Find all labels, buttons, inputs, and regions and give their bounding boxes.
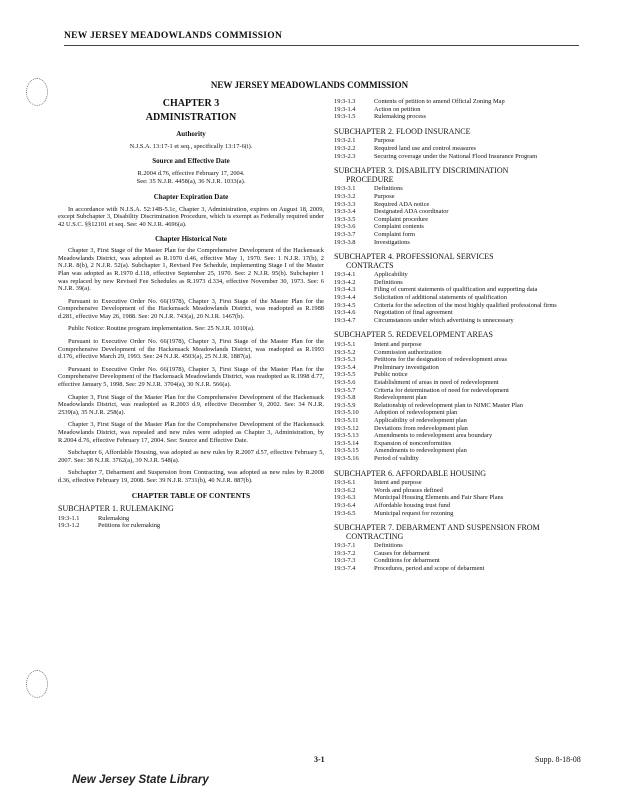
section-title: Securing coverage under the National Flood Insurance Program	[374, 152, 538, 160]
section-number: 19:3-5.8	[334, 394, 356, 402]
toc-left-items	[58, 515, 324, 530]
section-title: Rulemaking process	[374, 113, 427, 121]
authority-text: N.J.S.A. 13:17-1 et seq., specifically 13:17-6(i).	[129, 142, 253, 150]
toc-entry	[334, 201, 592, 209]
history-paragraph: Chapter 3, First Stage of the Master Plan for the Comprehensive Development of the Hackensack Meadowlands District, was repealed and new rules were adopted as Chapter 3, Administration, by R.2004 d.76, effective February 17, 2004. See: Source and Effective Date.	[58, 421, 324, 444]
section-number: 19:3-7.3	[334, 557, 356, 565]
toc-entry	[334, 341, 592, 349]
section-title: Applicability of redevelopment plan	[374, 416, 467, 424]
chapter-number: CHAPTER 3	[162, 98, 220, 109]
section-number: 19:3-5.14	[334, 439, 359, 447]
toc-entry	[334, 106, 592, 114]
authority-heading: Authority	[176, 130, 206, 139]
running-head: NEW JERSEY MEADOWLANDS COMMISSION	[64, 31, 283, 41]
section-title: Municipal request for rezoning	[374, 509, 454, 517]
toc-entry	[334, 447, 592, 455]
right-column	[334, 98, 592, 573]
section-title: Amendments to redevelopment plan	[374, 447, 467, 455]
section-number: 19:3-4.1	[334, 271, 356, 279]
section-title: Preliminary investigation	[374, 363, 439, 371]
toc-entry	[334, 432, 592, 440]
section-number: 19:3-4.2	[334, 278, 356, 286]
toc-entry	[334, 317, 592, 325]
toc-entry	[334, 98, 592, 106]
section-number: 19:3-4.3	[334, 286, 356, 294]
section-number: 19:3-5.15	[334, 447, 359, 455]
section-number: 19:3-2.3	[334, 152, 356, 160]
toc-right-top-items	[334, 98, 592, 121]
section-title: Redevelopment plan	[374, 394, 427, 402]
toc-entry	[334, 137, 592, 145]
section-title: Criteria for the selection of the most highly qualified professional firms	[374, 301, 557, 309]
subchapter-title-continued: CONTRACTS	[346, 260, 394, 270]
header-rule	[64, 45, 579, 46]
toc-entry	[334, 208, 592, 216]
section-title: Solicitation of additional statements of qualification	[374, 294, 507, 302]
toc-entry	[334, 387, 592, 395]
subchapter-group	[334, 331, 592, 462]
subchapter-title: SUBCHAPTER 3. DISABILITY DISCRIMINATION	[334, 166, 509, 176]
subchapter-group	[334, 253, 592, 324]
expiration-heading: Chapter Expiration Date	[153, 193, 229, 202]
toc-entry	[334, 302, 592, 310]
source-line: See: 35 N.J.R. 4458(a), 36 N.J.R. 1033(a).	[136, 177, 246, 185]
toc-entry	[334, 153, 592, 161]
section-title: Required ADA notice	[374, 200, 430, 208]
section-title: Contents of petition to amend Official Zoning Map	[374, 98, 505, 105]
toc-entry	[334, 557, 592, 565]
section-number: 19:3-5.16	[334, 454, 359, 462]
section-title: Complaint contents	[374, 223, 424, 231]
section-title: Petitions for rulemaking	[98, 522, 161, 530]
punch-hole-bottom	[26, 670, 48, 698]
section-number: 19:3-4.5	[334, 301, 356, 309]
history-paragraph: Subchapter 6, Affordable Housing, was adopted as new rules by R.2007 d.57, effective February 5, 2007. See: 38 N.J.R. 3762(a), 39 N.J.R. 548(a).	[58, 449, 324, 464]
section-number: 19:3-5.3	[334, 356, 356, 364]
toc-entry	[334, 440, 592, 448]
section-title: Criteria for determination of need for redevelopment	[374, 386, 509, 394]
section-title: Procedures, period and scope of debarment	[374, 565, 485, 573]
subchapter-title: SUBCHAPTER 4. PROFESSIONAL SERVICES	[334, 252, 494, 262]
toc-entry	[58, 522, 324, 530]
source-heading: Source and Effective Date	[152, 157, 230, 166]
section-number: 19:3-1.2	[58, 522, 80, 530]
toc-entry	[334, 542, 592, 550]
section-title: Commission authorization	[374, 348, 442, 356]
section-title: Adoption of redevelopment plan	[374, 409, 458, 417]
section-number: 19:3-5.9	[334, 401, 356, 409]
section-title: Rulemaking	[98, 514, 130, 522]
section-number: 19:3-1.4	[334, 105, 356, 113]
toc-entry	[334, 409, 592, 417]
toc-heading: CHAPTER TABLE OF CONTENTS	[131, 490, 251, 500]
section-title: Conditions for debarment	[374, 557, 440, 565]
source-line: R.2004 d.76, effective February 17, 2004.	[137, 169, 245, 177]
section-number: 19:3-5.13	[334, 432, 359, 440]
section-number: 19:3-6.4	[334, 501, 356, 509]
toc-entry	[334, 502, 592, 510]
history-paragraph: Pursuant to Executive Order No. 66(1978), Chapter 3, First Stage of the Master Plan for the Comprehensive Development of the Hackensack Meadowlands District, was readopted as R.1988 d.281, effective May 26, 1988. See: 20 N.J.R. 743(a), 20 N.J.R. 1467(b).	[58, 297, 324, 320]
toc-entry	[334, 565, 592, 573]
section-title: Intent and purpose	[374, 479, 422, 487]
section-title: Affordable housing trust fund	[374, 501, 451, 509]
toc-entry	[334, 231, 592, 239]
section-number: 19:3-1.5	[334, 113, 356, 121]
section-title: Complaint procedure	[374, 215, 429, 223]
section-title: Amendments to redevelopment area boundary	[374, 432, 493, 440]
section-number: 19:3-7.2	[334, 549, 356, 557]
history-paragraph: Pursuant to Executive Order No. 66(1978), Chapter 3, First Stage of the Master Plan for the Comprehensive Development of the Hackensack Meadowlands District, was readopted as R.1998 d.77, effective January 5, 1998. See: 29 N.J.R. 3704(a), 30 N.J.R. 566(a).	[58, 365, 324, 389]
section-number: 19:3-7.4	[334, 565, 356, 573]
toc-entry	[334, 494, 592, 502]
section-title: Public notice	[374, 371, 408, 379]
library-stamp: New Jersey State Library	[72, 774, 209, 786]
toc-entry	[334, 394, 592, 402]
toc-entry	[334, 364, 592, 372]
toc-entry	[334, 279, 592, 287]
toc-entry	[334, 185, 592, 193]
subchapter-group	[334, 128, 592, 160]
section-number: 19:3-4.6	[334, 309, 356, 317]
supplement-date: Supp. 8-18-08	[535, 755, 581, 764]
toc-entry	[334, 402, 592, 410]
punch-hole-top	[26, 78, 48, 106]
section-number: 19:3-5.11	[334, 416, 359, 424]
section-number: 19:3-1.3	[334, 98, 356, 105]
subchapter-group	[334, 524, 592, 573]
toc-entry	[334, 371, 592, 379]
chapter-title: ADMINISTRATION	[145, 111, 237, 123]
toc-entry	[334, 455, 592, 463]
section-number: 19:3-2.2	[334, 144, 356, 152]
section-title: Action on petition	[374, 105, 421, 113]
toc-entry	[334, 286, 592, 294]
section-number: 19:3-4.7	[334, 316, 356, 324]
section-title: Definitions	[374, 278, 403, 286]
section-number: 19:3-3.5	[334, 215, 356, 223]
section-number: 19:3-7.1	[334, 542, 356, 550]
section-title: Complaint form	[374, 230, 416, 238]
toc-entry	[334, 239, 592, 247]
section-number: 19:3-5.2	[334, 348, 356, 356]
section-number: 19:3-3.2	[334, 192, 356, 200]
section-number: 19:3-2.1	[334, 137, 356, 145]
section-number: 19:3-4.4	[334, 294, 356, 302]
history-heading: Chapter Historical Note	[155, 234, 227, 243]
document-title: NEW JERSEY MEADOWLANDS COMMISSION	[210, 80, 409, 90]
toc-entry	[334, 309, 592, 317]
subchapter-title-continued: PROCEDURE	[346, 174, 394, 184]
toc-entry	[334, 271, 592, 279]
section-title: Investigations	[374, 238, 410, 246]
history-paragraph: Chapter 3, First Stage of the Master Plan for the Comprehensive Development of the Hackensack Meadowlands District, was adopted as R.1970 d.46, effective May 1, 1970. See: 1 N.J.R. 17(b), 2 N.J.R. 8(b), 2 N.J.R. 52(a). Subchapter 1, Revised Fee Schedule, implementing Stage I of the Master Plan was adopted as R.1970 d.118, effective September 25, 1970. See: 2 N.J.R. 95(b). Subchapter 1 was replaced by new Revised Fee Schedules as R.1973 d.334, effective November 30, 1973. See: 6 N.J.R. 39(a).	[58, 247, 324, 293]
expiration-text: In accordance with N.J.S.A. 52:14B-5.1c, Chapter 3, Administration, expires on August 18, 2009, except Subchapter 3, Disability Discrimination Procedure, which is exempt as Federally required under 42 U.S.C. §§12101 et seq. See: 40 N.J.R. 4696(a).	[58, 205, 324, 228]
history-paragraphs	[58, 247, 324, 484]
section-title: Filing of current statements of qualification and supporting data	[374, 286, 538, 294]
section-title: Required land use and control measures	[374, 144, 477, 152]
subchapter-title: SUBCHAPTER 7. DEBARMENT AND SUSPENSION FROM	[334, 523, 540, 533]
toc-entry	[58, 515, 324, 523]
section-number: 19:3-3.3	[334, 200, 356, 208]
toc-entry	[334, 510, 592, 518]
section-title: Relationship of redevelopment plan to NJMC Master Plan	[374, 401, 523, 409]
toc-entry	[334, 479, 592, 487]
toc-entry	[334, 550, 592, 558]
section-title: Definitions	[374, 185, 403, 193]
section-number: 19:3-3.6	[334, 223, 356, 231]
section-title: Negotiation of final agreement	[374, 309, 453, 317]
section-title: Definitions	[374, 542, 403, 550]
section-number: 19:3-6.3	[334, 494, 356, 502]
section-number: 19:3-5.5	[334, 371, 356, 379]
section-title: Intent and purpose	[374, 341, 422, 349]
subchapter-title-continued: CONTRACTING	[346, 531, 404, 541]
section-title: Purpose	[374, 192, 395, 200]
section-number: 19:3-6.2	[334, 486, 356, 494]
section-number: 19:3-3.8	[334, 238, 356, 246]
subchapter-list	[334, 128, 592, 573]
toc-entry	[334, 349, 592, 357]
subchapter-title: SUBCHAPTER 2. FLOOD INSURANCE	[334, 126, 471, 136]
section-number: 19:3-5.12	[334, 424, 359, 432]
section-title: Deviations from redevelopment plan	[374, 424, 468, 432]
left-column	[58, 98, 324, 530]
history-paragraph: Chapter 3, First Stage of the Master Plan for the Comprehensive Development of the Hackensack Meadowlands District, was readopted as R.2003 d.9, effective December 9, 2002. See: 34 N.J.R. 2539(a), 35 N.J.R. 258(a).	[58, 393, 324, 416]
section-title: Municipal Housing Elements and Fair Share Plans	[374, 494, 504, 502]
section-number: 19:3-3.1	[334, 185, 356, 193]
subchapter-title: SUBCHAPTER 1. RULEMAKING	[58, 504, 174, 514]
toc-entry	[334, 425, 592, 433]
section-title: Circumstances under which advertising is unnecessary	[374, 316, 514, 324]
section-number: 19:3-5.7	[334, 386, 356, 394]
section-title: Applicability	[374, 271, 408, 279]
section-number: 19:3-5.10	[334, 409, 359, 417]
section-number: 19:3-5.1	[334, 341, 356, 349]
section-number: 19:3-5.6	[334, 379, 356, 386]
subchapter-group	[334, 470, 592, 518]
section-number: 19:3-3.4	[334, 208, 356, 216]
subchapter-title: SUBCHAPTER 6. AFFORDABLE HOUSING	[334, 468, 487, 478]
section-title: Words and phrases defined	[374, 486, 443, 494]
subchapter-title: SUBCHAPTER 5. REDEVELOPMENT AREAS	[334, 330, 493, 340]
history-paragraph: Subchapter 7, Debarment and Suspension from Contracting, was adopted as new rules by R.2008 d.36, effective February 19, 2008. See: 39 N.J.R. 3731(b), 40 N.J.R. 887(b).	[58, 469, 324, 484]
subchapter-group	[334, 167, 592, 246]
toc-entry	[334, 145, 592, 153]
section-title: Purpose	[374, 137, 395, 145]
section-title: Causes for debarment	[374, 549, 430, 557]
toc-entry	[334, 294, 592, 302]
toc-entry	[334, 193, 592, 201]
section-number: 19:3-6.1	[334, 479, 356, 487]
toc-entry	[334, 216, 592, 224]
history-paragraph: Public Notice: Routine program implementation. See: 25 N.J.R. 1010(a).	[68, 325, 255, 333]
section-title: Designated ADA coordinator	[374, 208, 449, 216]
toc-entry	[334, 487, 592, 495]
toc-entry	[334, 113, 592, 121]
toc-entry	[334, 223, 592, 231]
history-paragraph: Pursuant to Executive Order No. 66(1978), Chapter 3, First Stage of the Master Plan for the Comprehensive Development of the Hackensack Meadowlands District, was readopted as R.1993 d.176, effective March 29, 1993. See: 24 N.J.R. 4503(a), 25 N.J.R. 1887(a).	[58, 338, 324, 361]
section-title: Petitions for the designation of redevelopment areas	[374, 356, 508, 364]
section-title: Expansion of nonconformities	[374, 439, 452, 447]
toc-entry	[334, 356, 592, 364]
section-title: Period of validity	[374, 454, 419, 462]
toc-entry	[334, 379, 592, 387]
section-number: 19:3-6.5	[334, 509, 356, 517]
section-title: Establishment of areas in need of redevelopment	[374, 379, 499, 386]
toc-entry	[334, 417, 592, 425]
section-number: 19:3-1.1	[58, 514, 80, 522]
page-number: 3-1	[314, 755, 325, 764]
section-number: 19:3-5.4	[334, 363, 356, 371]
section-number: 19:3-3.7	[334, 230, 356, 238]
